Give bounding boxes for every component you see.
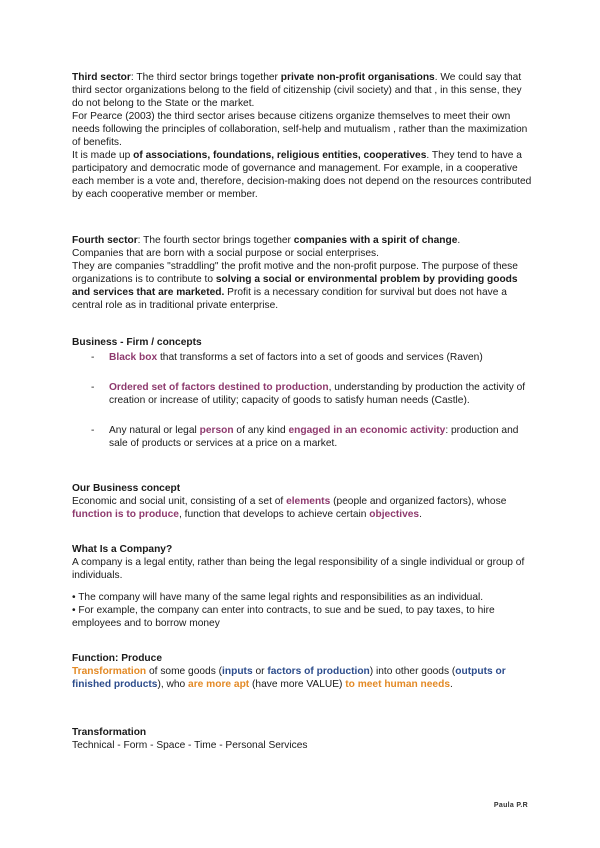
highlight-run: function is to produce <box>72 509 179 520</box>
highlight-run: inputs <box>222 666 253 677</box>
text-run: . <box>457 235 461 246</box>
our-business-heading: Our Business concept <box>72 483 181 494</box>
highlight-run: Black box <box>109 352 158 363</box>
text-run: . <box>450 679 453 690</box>
third-sector-p1 <box>72 71 532 110</box>
highlight-run: objectives <box>369 509 420 520</box>
bold-run: of associations, foundations, religious entities, cooperatives <box>133 150 427 161</box>
text-run: or <box>252 666 268 677</box>
fourth-sector-p2: Companies that are born with a social purpose or social enterprises. <box>72 248 379 259</box>
dash-marker: - <box>91 382 95 393</box>
fourth-sector-p3 <box>72 260 532 312</box>
text-run: They are companies "straddling" the profit motive and the non-profit purpose. The purpose of these organizations is to contribute to <box>72 261 518 285</box>
fourth-sector-heading: Fourth sector <box>72 235 138 246</box>
transformation-section <box>72 726 532 752</box>
our-business-text <box>72 495 532 521</box>
company-bullet: • For example, the company can enter into contracts, to sue and be sued, to pay taxes, to hire employees and to borrow money <box>72 605 495 629</box>
function-text <box>72 665 532 691</box>
text-run: : production and sale of products or services at a price on a market. <box>109 425 519 449</box>
business-concepts-section <box>72 336 532 450</box>
highlight-run: outputs or finished products <box>72 666 506 690</box>
dash-marker: - <box>91 425 95 436</box>
our-business-section <box>72 482 532 521</box>
text-run: , understanding by production the activity of creation or increase of utility; capacity of goods to satisfy human needs (Castle). <box>109 382 526 406</box>
list-item <box>72 424 532 450</box>
text-run: (people and organized factors), whose <box>330 496 507 507</box>
company-bullet: • The company will have many of the same legal rights and responsibilities as an individual. <box>72 592 484 603</box>
text-run: of any kind <box>233 425 289 436</box>
text-run: Economic and social unit, consisting of a set of <box>72 496 287 507</box>
third-sector-section <box>72 71 532 201</box>
highlight-run: elements <box>286 496 331 507</box>
highlight-run: Ordered set of factors destined to production <box>109 382 329 393</box>
text-run: Any natural or legal <box>109 425 200 436</box>
list-item <box>72 381 532 407</box>
text-run: , function that develops to achieve certain <box>178 509 370 520</box>
text-run: . <box>419 509 422 520</box>
text-run: . We could say that third sector organizations belong to the field of citizenship (civil society) and that , in this sense, they do not belong to the State or the market. <box>72 72 522 109</box>
company-heading: What Is a Company? <box>72 544 173 555</box>
bold-run: companies with a spirit of change <box>293 235 458 246</box>
company-definition: A company is a legal entity, rather than being the legal responsibility of a single individual or group of individuals. <box>72 557 525 581</box>
function-section <box>72 652 532 691</box>
highlight-run: engaged in an economic activity <box>288 425 446 436</box>
text-run: : The fourth sector brings together <box>137 235 294 246</box>
transformation-heading: Transformation <box>72 727 147 738</box>
text-run: It is made up <box>72 150 134 161</box>
third-sector-p3 <box>72 149 532 201</box>
text-run: : The third sector brings together <box>130 72 281 83</box>
text-run: of some goods ( <box>146 666 223 677</box>
fourth-sector-p1 <box>72 234 532 247</box>
highlight-run: factors of production <box>267 666 370 677</box>
text-run: ) into other goods ( <box>369 666 456 677</box>
text-run: Profit is a necessary condition for survival but does not have a central role as in traditional private enterprise. <box>72 287 507 311</box>
bold-run: private non-profit organisations <box>280 72 435 83</box>
fourth-sector-section <box>72 234 532 312</box>
highlight-run: are more apt <box>188 679 250 690</box>
function-heading: Function: Produce <box>72 653 162 664</box>
dash-marker: - <box>91 352 95 363</box>
text-run: that transforms a set of factors into a set of goods and services (Raven) <box>157 352 483 363</box>
highlight-run: to meet human needs <box>345 679 450 690</box>
bold-run: solving a social or environmental problem by providing goods and services that are marketed. <box>72 274 518 298</box>
text-run: (have more VALUE) <box>249 679 346 690</box>
third-sector-heading: Third sector <box>72 72 131 83</box>
transformation-text: Technical - Form - Space - Time - Personal Services <box>72 740 308 751</box>
text-run: ), who <box>157 679 189 690</box>
list-item <box>72 351 532 364</box>
business-concepts-heading: Business - Firm / concepts <box>72 337 202 348</box>
company-section <box>72 543 532 630</box>
business-concepts-list <box>72 351 532 450</box>
text-run: . They tend to have a participatory and democratic mode of governance and management. For example, in a cooperative each member is a vote and, therefore, decision-making does not depend on the resources contributed by each cooperative member or member. <box>72 150 532 200</box>
highlight-run: Transformation <box>72 666 147 677</box>
third-sector-p2: For Pearce (2003) the third sector arises because citizens organize themselves to meet their own needs following the principles of collaboration, self-help and mutualism , rather than the maximization of benefits. <box>72 111 528 148</box>
footer-author: Paula P.R <box>493 802 528 809</box>
highlight-run: person <box>199 425 234 436</box>
